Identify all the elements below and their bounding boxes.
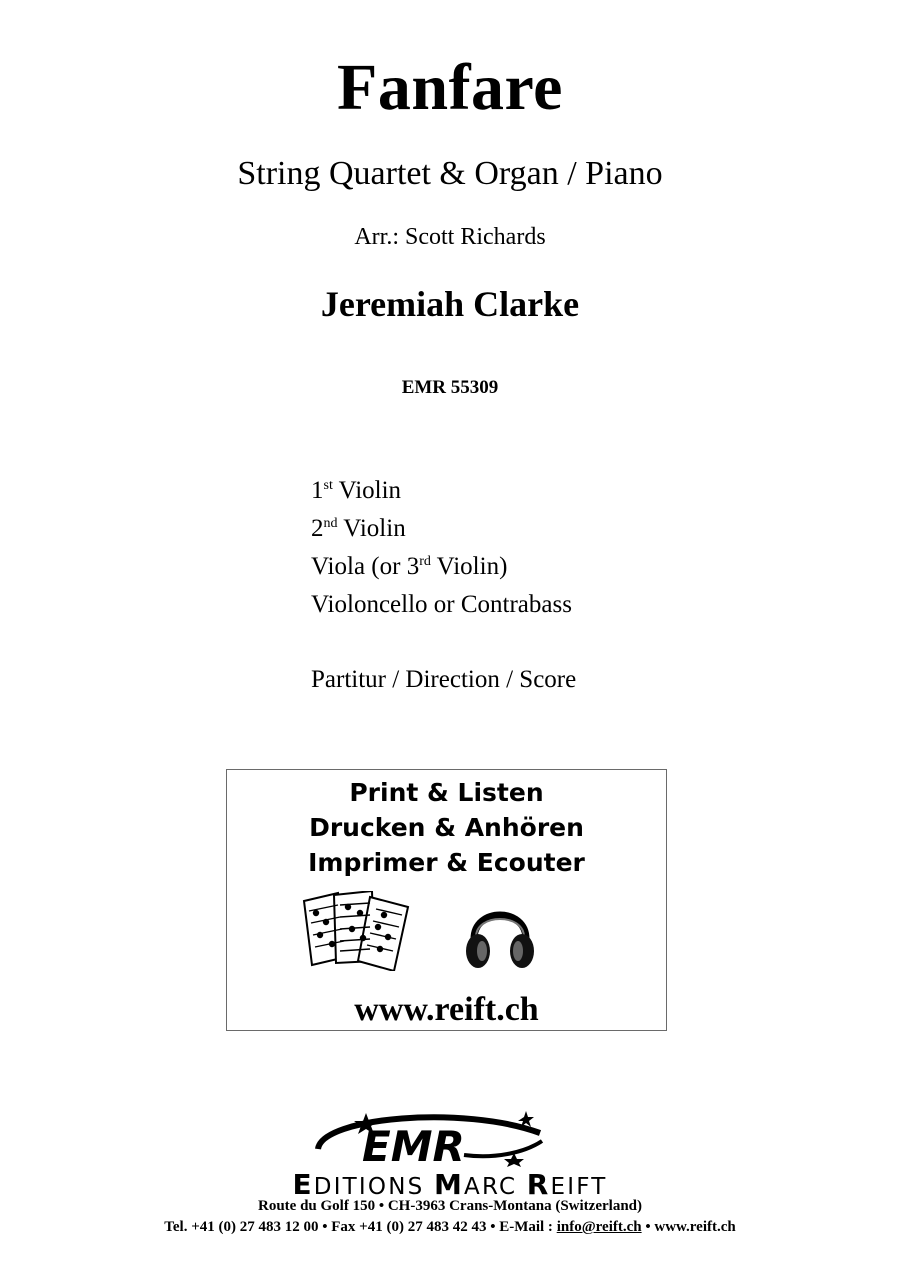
publisher-word: ARC xyxy=(464,1174,527,1200)
part-instrument: Violin xyxy=(332,477,402,504)
print-listen-box xyxy=(226,769,667,1031)
publisher-name xyxy=(0,1168,900,1201)
part-instrument: Violoncello or Contrabass xyxy=(311,591,572,618)
score-label: Partitur / Direction / Score xyxy=(311,666,577,693)
part-list-item xyxy=(311,510,406,548)
promo-line-english: Print & Listen xyxy=(349,778,544,807)
part-ordinal-suffix: st xyxy=(323,478,333,493)
part-instrument: Violin xyxy=(337,515,406,542)
email-link[interactable]: info@reift.ch xyxy=(556,1219,642,1235)
part-instrument: Violin) xyxy=(430,553,508,580)
composer-name: Jeremiah Clarke xyxy=(320,284,580,324)
publisher-word: DITIONS xyxy=(313,1174,434,1200)
part-ordinal-suffix: rd xyxy=(419,554,431,569)
contact-phone-fax: Tel. +41 (0) 27 483 12 00 • Fax +41 (0) 27 483 42 43 • E-Mail : xyxy=(164,1219,557,1235)
contact-website[interactable]: • www.reift.ch xyxy=(641,1219,736,1235)
headphones-icon xyxy=(464,893,536,971)
publisher-initial: M xyxy=(433,1168,465,1201)
promo-website-link[interactable]: www.reift.ch xyxy=(354,991,539,1028)
publisher-initial: E xyxy=(292,1168,314,1201)
part-list-item xyxy=(311,586,572,624)
part-number: 2 xyxy=(311,515,324,542)
sheet-music-icon xyxy=(300,891,412,971)
publisher-word: EIFT xyxy=(550,1174,608,1200)
part-number: 1 xyxy=(311,477,324,504)
publisher-initial: R xyxy=(526,1168,551,1201)
publisher-address: Route du Golf 150 • CH-3963 Crans-Montana (Switzerland) xyxy=(258,1198,642,1214)
emr-logo-text: EMR xyxy=(362,1122,465,1167)
part-ordinal-suffix: nd xyxy=(323,516,338,531)
publisher-contact xyxy=(0,1219,900,1236)
arranger-credit: Arr.: Scott Richards xyxy=(354,224,546,250)
promo-line-french: Imprimer & Ecouter xyxy=(308,848,585,877)
score-title: Fanfare xyxy=(337,51,563,124)
emr-logo xyxy=(314,1109,546,1167)
part-list-item xyxy=(311,472,401,510)
part-list-item xyxy=(311,548,507,586)
catalog-number: EMR 55309 xyxy=(401,377,499,398)
promo-line-german: Drucken & Anhören xyxy=(309,813,584,842)
part-number: Viola (or 3 xyxy=(311,553,420,580)
instrumentation-subtitle: String Quartet & Organ / Piano xyxy=(237,155,663,192)
